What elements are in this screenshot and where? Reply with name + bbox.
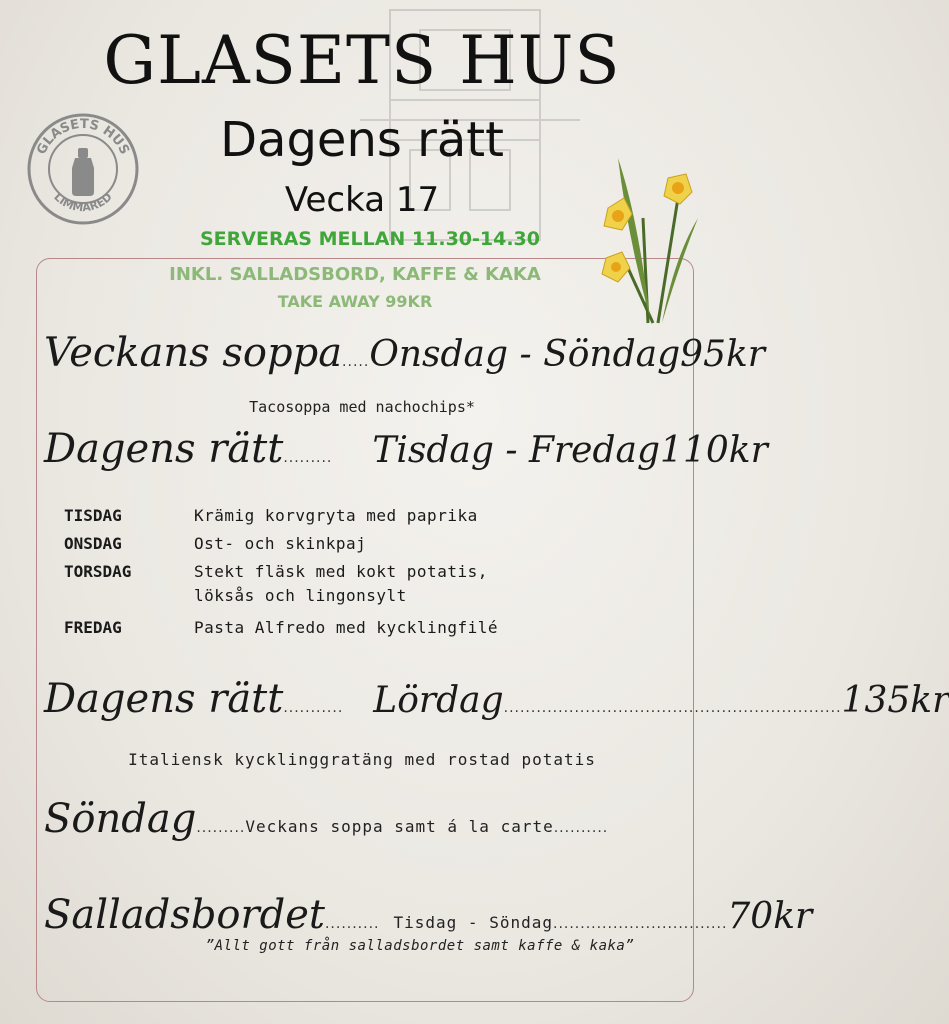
saturday-dish: Italiensk kycklinggratäng med rostad potatis	[128, 750, 596, 769]
saturday-heading: Dagens rätt ........... Lördag .............................................................. 135kr	[44, 676, 949, 722]
saturday-title: Dagens rätt	[44, 676, 284, 722]
soup-price: 95kr	[680, 334, 766, 375]
salad-heading: Salladsbordet .......... Tisdag - Söndag ................................ 70kr	[44, 892, 813, 938]
day-label: ONSDAG	[64, 534, 122, 553]
list-item	[64, 506, 664, 534]
list-item-continued	[64, 586, 664, 618]
included-items: INKL. SALLADSBORD, KAFFE & KAKA	[169, 264, 541, 285]
weekday-list	[64, 506, 664, 646]
dish-label: Stekt fläsk med kokt potatis,	[194, 562, 488, 581]
page-title: Dagens rätt	[220, 112, 504, 168]
salad-note: ”Allt gott från salladsbordet samt kaffe & kaka”	[205, 938, 635, 954]
weekday-price: 110kr	[660, 430, 768, 471]
dish-label: Pasta Alfredo med kycklingfilé	[194, 618, 498, 637]
weekday-title: Dagens rätt	[44, 426, 284, 472]
sunday-text: Veckans soppa samt á la carte	[245, 817, 554, 836]
serving-hours: SERVERAS MELLAN 11.30-14.30	[199, 228, 540, 250]
salad-days: Tisdag - Söndag	[393, 913, 553, 932]
list-item	[64, 618, 664, 646]
weekday-heading: Dagens rätt ......... Tisdag - Fredag 110kr	[44, 426, 768, 472]
week-label: Vecka 17	[284, 180, 440, 220]
sunday-title: Söndag	[44, 796, 197, 842]
day-label: FREDAG	[64, 618, 122, 637]
list-item	[64, 562, 664, 586]
salad-title: Salladsbordet	[44, 892, 325, 938]
weekday-days: Tisdag - Fredag	[372, 430, 661, 471]
dish-label: Krämig korvgryta med paprika	[194, 506, 478, 525]
takeaway-price: TAKE AWAY 99KR	[277, 292, 433, 311]
logo-text-bottom: LIMMARED	[51, 190, 115, 215]
soup-days: Onsdag - Söndag	[369, 334, 681, 375]
saturday-price: 135kr	[841, 680, 949, 721]
day-label: TORSDAG	[64, 562, 132, 581]
saturday-days: Lördag	[373, 680, 504, 721]
logo-text-top: GLASETS HUS	[34, 116, 132, 158]
dish-label: löksås och lingonsylt	[194, 586, 407, 605]
list-item	[64, 534, 664, 562]
soup-heading: Veckans soppa ..... Onsdag - Söndag 95kr	[44, 330, 766, 376]
day-label: TISDAG	[64, 506, 122, 525]
restaurant-name: GLASETS HUS	[103, 22, 621, 99]
soup-title: Veckans soppa	[44, 330, 343, 376]
sunday-heading: Söndag ......... Veckans soppa samt á la carte ..........	[44, 796, 609, 842]
dish-label: Ost- och skinkpaj	[194, 534, 367, 553]
salad-price: 70kr	[727, 896, 813, 937]
soup-dish: Tacosoppa med nachochips*	[249, 398, 475, 416]
